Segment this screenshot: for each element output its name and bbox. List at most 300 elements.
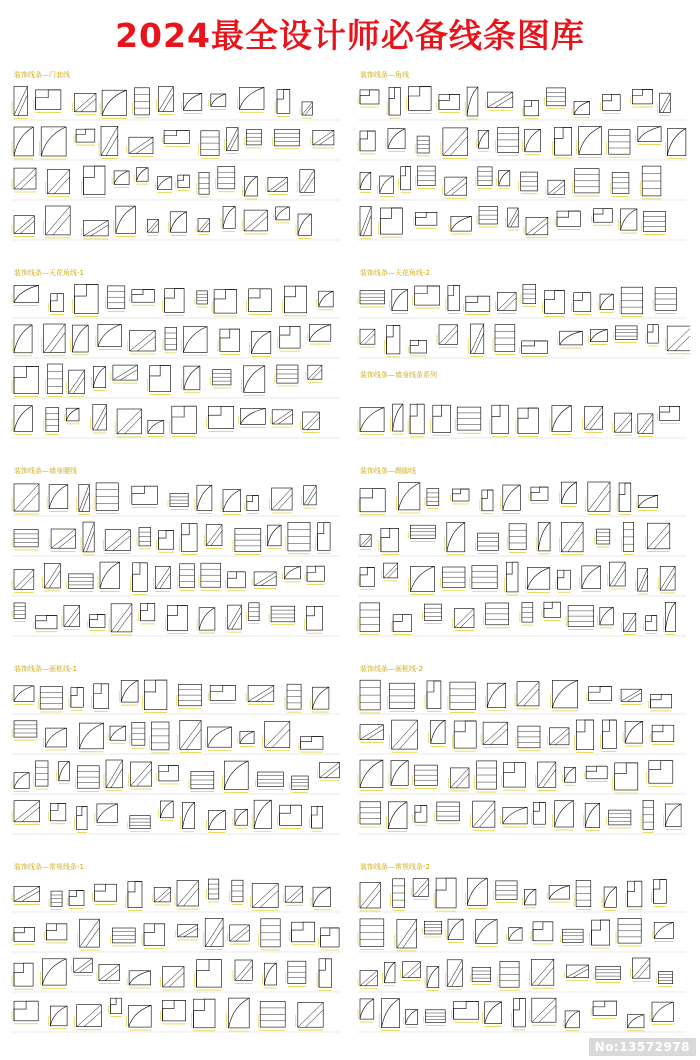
profile-curve <box>240 731 254 743</box>
profile-step <box>533 802 545 824</box>
profile-step <box>401 167 411 190</box>
sheet-title: 装饰线条—踢脚线 <box>360 467 416 475</box>
profile-diagonal <box>155 566 170 588</box>
profile-outline <box>110 726 126 740</box>
profile-step <box>220 329 240 351</box>
profile-diagonal <box>20 221 34 234</box>
profile-step <box>652 725 674 741</box>
profile-step <box>649 761 673 784</box>
profile-diagonal <box>326 767 340 778</box>
sheet-grid <box>10 64 690 1044</box>
profile-diagonal <box>590 413 603 429</box>
profile-diagonal <box>620 419 632 432</box>
profile-outline <box>41 127 66 156</box>
profile-diagonal <box>524 689 539 706</box>
profile-outline <box>600 607 614 625</box>
sheet-title: 装饰线条—画框线-1 <box>14 665 77 673</box>
profile-diagonal <box>14 168 36 189</box>
profile-step <box>602 720 616 749</box>
profile-diagonal <box>211 927 224 947</box>
profile-diagonal <box>106 135 118 156</box>
profile-curve <box>148 420 164 433</box>
profile-outline <box>309 325 331 342</box>
profile-diagonal <box>290 891 302 902</box>
sheet-title: 装饰线条—天花角线-2 <box>360 269 430 277</box>
profile-step <box>128 881 142 907</box>
profile-outline <box>223 206 235 228</box>
profile-outline <box>503 807 527 824</box>
profile-outline <box>97 804 118 823</box>
profile-diagonal <box>44 324 65 353</box>
sheet-regular-line-2 <box>356 856 690 1044</box>
profile-curve <box>654 922 673 938</box>
profile-diagonal <box>447 960 462 986</box>
profile-diagonal <box>538 967 554 985</box>
sheet-skirting <box>356 460 690 648</box>
profile-diagonal <box>278 414 292 424</box>
profile-diagonal <box>660 566 675 590</box>
profile-diagonal <box>101 126 118 155</box>
profile-step <box>627 881 642 907</box>
profile-diagonal <box>487 92 512 107</box>
profile-outline <box>245 177 258 197</box>
profile-outline <box>66 408 79 421</box>
profile-diagonal <box>129 137 153 153</box>
profile-step <box>77 806 87 829</box>
profile-step <box>14 927 35 941</box>
profile-diagonal <box>503 298 516 311</box>
profile-outline <box>467 878 487 905</box>
profile-diagonal <box>272 488 293 510</box>
profile-curve <box>667 129 686 156</box>
profile-curve <box>561 482 576 503</box>
profile-outline <box>240 408 265 424</box>
profile-outline <box>451 216 472 231</box>
profile-diagonal <box>365 975 377 986</box>
profile-curve <box>14 285 38 302</box>
profile-diagonal <box>443 128 468 155</box>
profile-outline <box>627 1015 644 1028</box>
profile-step <box>132 486 158 504</box>
profile-step <box>603 94 621 110</box>
profile-step <box>545 291 565 314</box>
profile-diagonal <box>360 971 377 986</box>
profile-curve <box>360 408 384 432</box>
profile-diagonal <box>594 491 610 511</box>
profile-outline <box>235 809 248 825</box>
profile-step <box>522 341 548 354</box>
profile-diagonal <box>68 370 84 393</box>
profile-curve <box>100 562 120 588</box>
profile-outline <box>251 331 270 353</box>
profile-diagonal <box>83 522 94 552</box>
profile-diagonal <box>272 729 290 747</box>
profile-step <box>653 880 666 904</box>
profile-diagonal <box>312 369 322 379</box>
profile-diagonal <box>261 576 276 586</box>
profile-curve <box>209 810 226 829</box>
profile-diagonal <box>663 99 671 113</box>
profile-step <box>482 490 493 511</box>
profile-step <box>557 211 580 226</box>
profile-outline <box>14 773 29 789</box>
profile-diagonal <box>451 183 466 196</box>
profile-curve <box>360 172 371 189</box>
profile-step <box>503 763 525 787</box>
profile-diagonal <box>14 570 34 590</box>
profile-diagonal <box>22 807 40 822</box>
profile-step <box>389 87 400 115</box>
profile-outline <box>79 723 103 749</box>
profile-outline <box>137 168 149 182</box>
profile-diagonal <box>137 769 152 786</box>
profile-diagonal <box>517 682 539 706</box>
profile-diagonal <box>531 959 553 985</box>
profile-outline <box>538 522 550 551</box>
profile-step <box>615 763 638 790</box>
profile-curve <box>665 804 681 827</box>
sheet-title: 装饰线条—常规线条-1 <box>14 863 84 871</box>
profile-outline <box>391 761 408 786</box>
profile-diagonal <box>81 99 96 112</box>
profile-step <box>36 616 57 629</box>
profile-outline <box>298 214 311 235</box>
sheet-ceiling-corner-2 <box>356 262 690 450</box>
profile-diagonal <box>360 206 371 236</box>
profile-outline <box>561 482 576 503</box>
profile-step <box>132 289 154 302</box>
profile-outline <box>59 761 70 780</box>
profile-diagonal <box>93 405 107 430</box>
profile-outline <box>100 562 120 588</box>
profile-outline <box>485 1002 502 1024</box>
profile-diagonal <box>177 881 198 907</box>
profile-diagonal <box>111 768 123 787</box>
profile-outline <box>476 920 497 944</box>
profile-curve <box>393 404 403 431</box>
profile-diagonal <box>638 414 653 434</box>
profile-curve <box>223 490 241 512</box>
profile-curve <box>360 760 383 788</box>
profile-diagonal <box>248 686 274 702</box>
profile-step <box>141 603 155 621</box>
profile-diagonal <box>228 605 242 629</box>
profile-outline <box>509 928 522 941</box>
profile-curve <box>525 129 541 152</box>
profile-diagonal <box>151 223 159 232</box>
profile-diagonal <box>97 412 107 430</box>
profile-curve <box>448 919 463 939</box>
profile-diagonal <box>236 930 250 941</box>
profile-outline <box>264 963 276 985</box>
profile-outline <box>652 1002 673 1021</box>
profile-diagonal <box>300 170 315 193</box>
profile-curve <box>235 809 248 825</box>
profile-diagonal <box>14 801 40 822</box>
profile-step <box>164 130 189 143</box>
profile-step <box>133 563 148 592</box>
profile-diagonal <box>79 962 92 972</box>
profile-step <box>619 483 631 512</box>
profile-outline <box>73 325 89 352</box>
profile-curve <box>183 327 207 353</box>
profile-diagonal <box>46 206 71 235</box>
profile-diagonal <box>86 928 100 948</box>
profile-step <box>75 284 98 313</box>
profile-outline <box>183 93 201 110</box>
profile-diagonal <box>206 525 222 546</box>
profile-diagonal <box>491 729 508 745</box>
profile-diagonal <box>232 612 242 629</box>
profile-outline <box>129 1005 152 1027</box>
profile-outline <box>183 802 195 828</box>
profile-diagonal <box>320 762 340 778</box>
profile-outline <box>667 129 686 156</box>
profile-diagonal <box>124 416 141 433</box>
profile-step <box>84 166 106 195</box>
profile-diagonal <box>573 969 589 978</box>
profile-outline <box>170 212 187 232</box>
profile-outline <box>427 967 439 988</box>
profile-step <box>554 127 571 155</box>
profile-curve <box>157 177 171 190</box>
profile-curve <box>600 607 614 624</box>
profile-diagonal <box>307 491 316 505</box>
profile-diagonal <box>163 967 184 987</box>
profile-step <box>280 326 300 348</box>
profile-diagonal <box>511 214 518 227</box>
watermark: No:13572978 <box>589 1038 696 1056</box>
profile-diagonal <box>305 1010 323 1027</box>
profile-diagonal <box>74 93 96 112</box>
profile-diagonal <box>585 406 603 429</box>
profile-step <box>452 489 469 501</box>
profile-step <box>433 405 451 432</box>
profile-step <box>300 737 323 750</box>
profile-curve <box>14 127 33 156</box>
profile-curve <box>251 331 270 353</box>
profile-curve <box>467 87 478 116</box>
profile-diagonal <box>117 612 132 632</box>
profile-diagonal <box>627 619 636 632</box>
profile-diagonal <box>53 215 70 235</box>
profile-step <box>196 960 221 987</box>
profile-outline <box>487 683 506 707</box>
profile-diagonal <box>384 563 398 578</box>
profile-step <box>593 1001 617 1015</box>
sheet-title: 装饰线条—天花角线-1 <box>14 269 84 277</box>
profile-curve <box>564 767 575 782</box>
profile-step <box>312 806 323 828</box>
profile-outline <box>157 177 171 190</box>
profile-step <box>466 296 490 311</box>
profile-outline <box>360 408 384 432</box>
profile-curve <box>555 801 574 827</box>
profile-diagonal <box>659 93 670 112</box>
profile-diagonal <box>363 538 371 546</box>
profile-diagonal <box>198 219 209 232</box>
profile-outline <box>116 206 136 233</box>
profile-step <box>150 365 171 391</box>
profile-curve <box>183 802 195 828</box>
profile-diagonal <box>64 606 80 627</box>
drawing-area <box>356 478 690 648</box>
profile-diagonal <box>479 809 495 827</box>
profile-curve <box>129 1005 152 1027</box>
profile-outline <box>121 680 138 702</box>
profile-diagonal <box>205 918 223 946</box>
profile-curve <box>392 290 408 311</box>
profile-curve <box>14 773 29 789</box>
profile-diagonal <box>623 613 635 631</box>
profile-curve <box>66 408 79 421</box>
profile-diagonal <box>244 210 267 231</box>
profile-curve <box>136 168 148 181</box>
profile-curve <box>197 485 212 510</box>
profile-outline <box>184 366 200 390</box>
profile-curve <box>239 87 264 109</box>
profile-curve <box>284 567 300 579</box>
profile-step <box>172 406 197 433</box>
profile-diagonal <box>526 217 548 234</box>
profile-diagonal <box>308 417 320 429</box>
profile-step <box>651 694 672 708</box>
profile-curve <box>388 802 407 829</box>
profile-diagonal <box>497 292 516 310</box>
profile-diagonal <box>211 531 222 546</box>
profile-diagonal <box>44 563 60 588</box>
profile-curve <box>384 962 395 983</box>
profile-diagonal <box>260 891 278 908</box>
profile-outline <box>467 87 478 116</box>
sheet-title: 装饰线条—画框线-2 <box>360 665 423 673</box>
profile-step <box>319 959 332 987</box>
profile-diagonal <box>543 770 556 788</box>
profile-diagonal <box>230 134 238 150</box>
profile-diagonal <box>615 413 632 432</box>
profile-curve <box>264 963 276 985</box>
profile-curve <box>410 566 434 591</box>
profile-diagonal <box>413 879 428 897</box>
profile-curve <box>552 406 571 432</box>
profile-diagonal <box>609 562 625 586</box>
profile-diagonal <box>186 729 201 749</box>
profile-diagonal <box>272 410 292 424</box>
profile-diagonal <box>302 102 312 115</box>
profile-step <box>448 286 460 311</box>
profile-curve <box>382 999 400 1028</box>
profile-outline <box>129 971 151 985</box>
profile-outline <box>114 171 129 185</box>
profile-diagonal <box>254 572 276 586</box>
profile-diagonal <box>268 177 287 191</box>
profile-step <box>439 94 460 109</box>
profile-curve <box>42 959 66 985</box>
profile-diagonal <box>136 142 153 153</box>
profile-curve <box>199 608 215 630</box>
profile-curve <box>208 727 232 747</box>
profile-diagonal <box>439 325 458 345</box>
profile-diagonal <box>51 529 75 548</box>
profile-outline <box>208 727 232 747</box>
profile-step <box>427 681 441 709</box>
profile-curve <box>102 90 126 115</box>
profile-outline <box>560 331 583 345</box>
profile-outline <box>223 490 241 512</box>
profile-curve <box>98 324 121 346</box>
profile-diagonal <box>588 482 610 511</box>
profile-outline <box>14 325 32 353</box>
profile-curve <box>79 723 103 749</box>
profile-diagonal <box>550 728 570 745</box>
profile-outline <box>600 294 613 309</box>
profile-curve <box>560 331 583 345</box>
profile-step <box>454 1001 479 1019</box>
profile-diagonal <box>74 958 93 972</box>
profile-curve <box>244 177 257 196</box>
profile-step <box>76 129 95 142</box>
profile-outline <box>46 728 67 747</box>
page-title: 2024最全设计师必备线条图库 <box>115 16 585 55</box>
profile-step <box>360 567 375 586</box>
profile-step <box>386 326 399 354</box>
profile-step <box>632 89 652 103</box>
profile-step <box>178 175 190 188</box>
profile-diagonal <box>50 333 65 353</box>
profile-diagonal <box>252 883 278 907</box>
profile-diagonal <box>285 886 303 902</box>
profile-curve <box>499 170 510 185</box>
profile-step <box>95 884 117 901</box>
profile-curve <box>211 94 226 106</box>
profile-curve <box>72 325 88 352</box>
profile-step <box>524 101 538 116</box>
profile-curve <box>380 176 394 193</box>
profile-step <box>531 487 548 500</box>
profile-diagonal <box>158 87 173 112</box>
profile-outline <box>447 523 465 552</box>
profile-diagonal <box>163 94 174 112</box>
profile-outline <box>654 922 673 938</box>
profile-curve <box>223 206 235 228</box>
profile-curve <box>93 367 105 388</box>
profile-diagonal <box>83 220 108 236</box>
profile-diagonal <box>460 614 474 627</box>
profile-curve <box>451 216 472 231</box>
profile-diagonal <box>399 729 417 749</box>
profile-diagonal <box>614 569 625 586</box>
profile-outline <box>319 291 334 307</box>
profile-diagonal <box>137 337 155 351</box>
profile-outline <box>388 802 407 829</box>
profile-step <box>71 688 83 708</box>
profile-diagonal <box>445 177 467 195</box>
profile-diagonal <box>120 370 137 380</box>
profile-step <box>648 325 659 343</box>
profile-outline <box>239 87 264 109</box>
profile-step <box>159 765 179 781</box>
profile-diagonal <box>403 928 417 948</box>
drawing-area <box>356 82 690 252</box>
profile-outline <box>590 329 607 341</box>
profile-curve <box>627 1015 644 1028</box>
profile-outline <box>14 127 33 156</box>
profile-curve <box>360 999 374 1019</box>
profile-step <box>533 922 553 941</box>
profile-step <box>436 878 456 908</box>
profile-curve <box>549 886 569 900</box>
profile-diagonal <box>495 97 513 108</box>
